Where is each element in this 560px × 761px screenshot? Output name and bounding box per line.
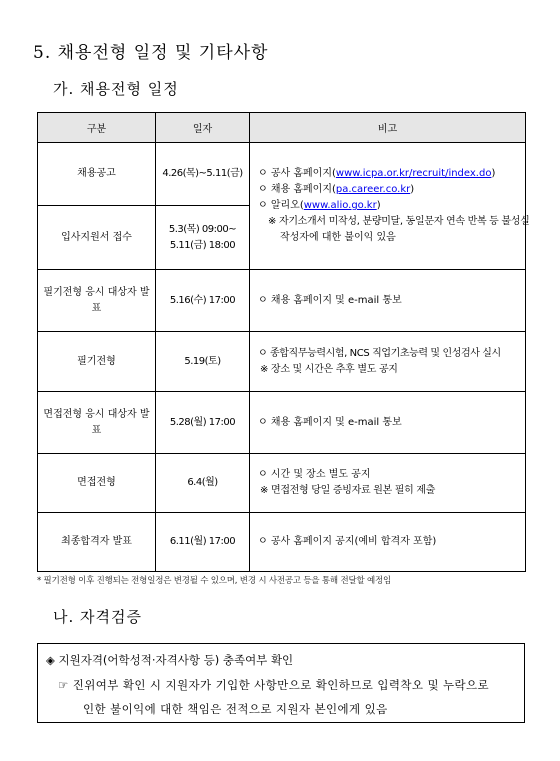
table-row [38, 270, 526, 332]
table-row [38, 143, 526, 206]
row-category: 입사지원서 접수 [38, 206, 156, 270]
icpa-recruit-link[interactable]: www.icpa.or.kr/recruit/index.do [335, 168, 492, 179]
row-category: 필기전형 [38, 332, 156, 392]
note-warning-cont: 작성자에 대한 불이익 있음 [280, 232, 396, 243]
schedule-footnote: * 필기전형 이후 진행되는 전형일정은 변경될 수 있으며, 변경 시 사전공고 등을 통해 전달할 예정임 [37, 576, 392, 586]
schedule-table [37, 112, 530, 572]
column-header: 일자 [156, 113, 250, 143]
row-date: 5.28(월) 17:00 [156, 392, 250, 454]
verification-box [37, 643, 525, 723]
row-note: ㅇ 시간 및 장소 별도 공지 ※ 면접전형 당일 증빙자료 원본 필히 제출 [250, 454, 526, 513]
table-row [38, 513, 526, 572]
row-date: 5.16(수) 17:00 [156, 270, 250, 332]
subsection-heading-verification: 나. 자격검증 [53, 608, 142, 626]
section-heading: 5. 채용전형 일정 및 기타사항 [33, 43, 269, 63]
row-note: ㅇ 채용 홈페이지 및 e-mail 통보 [250, 270, 526, 332]
row-note: ㅇ 종합직무능력시험, NCS 직업기초능력 및 인성검사 실시 ※ 장소 및 시간은 추후 별도 공지 [250, 332, 526, 392]
row-note-merged: ㅇ 공사 홈페이지(www.icpa.or.kr/recruit/index.do) ㅇ 채용 홈페이지(pa.career.co.kr) ㅇ 알리오(www.alio.go.kr) ※ 자기소개서 미작성, 분량미달, 동일문자 연속 반복 등 불성실 작성자에 대한 불이익 있음 [250, 143, 526, 270]
table-header-row [38, 113, 526, 143]
row-note: ㅇ 공사 홈페이지 공지(예비 합격자 포함) [250, 513, 526, 572]
row-date: 6.4(월) [156, 454, 250, 513]
row-date: 4.26(목)~5.11(금) [156, 143, 250, 206]
table-row [38, 392, 526, 454]
row-category: 면접전형 [38, 454, 156, 513]
row-category: 최종합격자 발표 [38, 513, 156, 572]
row-date: 5.19(토) [156, 332, 250, 392]
alio-link[interactable]: www.alio.go.kr [303, 200, 377, 211]
verification-title: ◈ 지원자격(어학성적·자격사항 등) 충족여부 확인 [46, 653, 294, 667]
column-header: 구분 [38, 113, 156, 143]
subsection-heading-schedule: 가. 채용전형 일정 [53, 80, 179, 98]
row-date: 6.11(월) 17:00 [156, 513, 250, 572]
row-date: 5.3(목) 09:00~ 5.11(금) 18:00 [156, 206, 250, 270]
row-category: 필기전형 응시 대상자 발표 [38, 270, 156, 332]
row-note: ㅇ 채용 홈페이지 및 e-mail 통보 [250, 392, 526, 454]
table-row [38, 454, 526, 513]
note-warning: ※ 자기소개서 미작성, 분량미달, 동일문자 연속 반복 등 불성실 [268, 216, 530, 227]
career-site-link[interactable]: pa.career.co.kr [335, 184, 411, 195]
row-category: 채용공고 [38, 143, 156, 206]
verification-note-cont: 인한 불이익에 대한 책임은 전적으로 지원자 본인에게 있음 [83, 702, 388, 716]
row-category: 면접전형 응시 대상자 발표 [38, 392, 156, 454]
column-header: 비고 [250, 113, 526, 143]
verification-note: ☞ 진위여부 확인 시 지원자가 기입한 사항만으로 확인하므로 입력착오 및 누락으로 [58, 678, 490, 692]
table-row [38, 332, 526, 392]
